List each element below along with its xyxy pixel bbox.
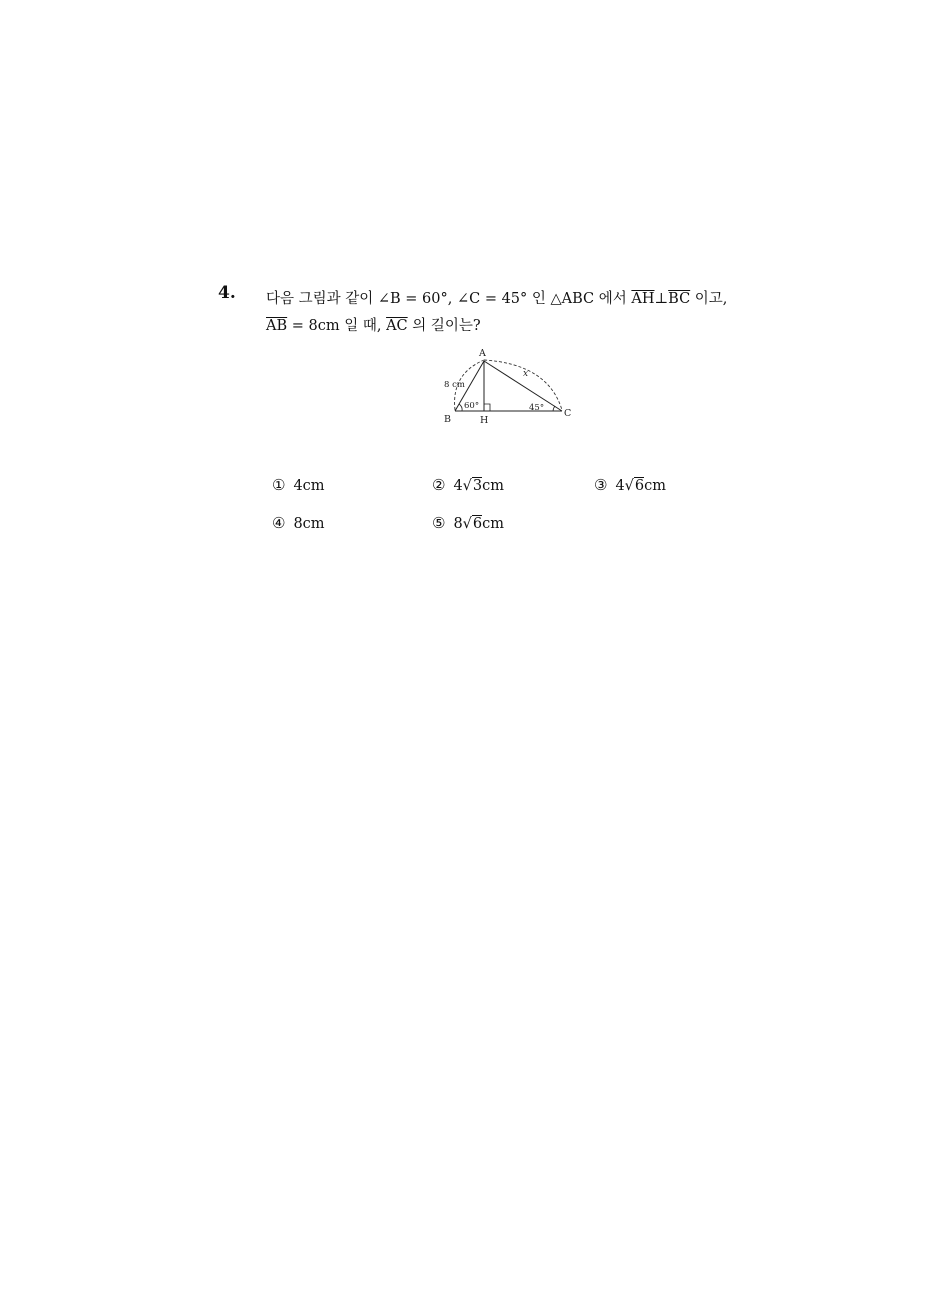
- choice-radicand: 6: [634, 478, 645, 494]
- angle-label-b: 60°: [464, 401, 480, 411]
- right-angle-mark: [484, 404, 490, 411]
- triangle-diagram: [438, 344, 578, 426]
- choice-value: 4√: [453, 478, 472, 494]
- question-ask: 의 길이는?: [407, 318, 481, 334]
- choice-unit: cm: [482, 478, 505, 494]
- choice-unit: cm: [644, 478, 667, 494]
- choice-4[interactable]: [272, 514, 325, 532]
- vertex-label-a: A: [479, 348, 486, 359]
- side-length-label: 8 cm: [444, 380, 465, 390]
- vertex-label-b: B: [444, 414, 451, 425]
- angle-arc-b: [459, 404, 462, 411]
- choice-mark: ⑤: [432, 514, 446, 532]
- question-text: 다음 그림과 같이 ∠B = 60°, ∠C = 45° 인 △ABC 에서: [266, 291, 632, 307]
- choice-mark: ②: [432, 476, 446, 494]
- segment-ac: $\overline{AC}$: [386, 318, 408, 334]
- choice-5[interactable]: [432, 514, 504, 532]
- vertex-label-c: C: [564, 408, 572, 419]
- question-line-1: [266, 287, 727, 308]
- arc-ac: [484, 360, 562, 410]
- choice-radicand: 6: [472, 516, 483, 532]
- choice-value: 4√: [615, 478, 634, 494]
- question-text-end: 이고,: [690, 291, 728, 307]
- question-line-2: [266, 314, 481, 335]
- question-condition: = 8cm 일 때,: [287, 318, 387, 334]
- question-number: 4.: [218, 283, 236, 303]
- unknown-label-x: x: [523, 369, 529, 379]
- foot-label-h: H: [480, 415, 489, 426]
- choice-mark: ①: [272, 476, 286, 494]
- perpendicular-symbol: ⊥: [654, 291, 669, 307]
- choice-mark: ④: [272, 514, 286, 532]
- choice-mark: ③: [594, 476, 608, 494]
- choice-value: 8√: [453, 516, 472, 532]
- choice-value: 8cm: [293, 516, 325, 532]
- segment-ah: $\overline{AH}$: [631, 291, 655, 307]
- segment-bc: $\overline{BC}$: [668, 291, 691, 307]
- choice-2[interactable]: [432, 476, 504, 494]
- choice-radicand: 3: [472, 478, 483, 494]
- choice-unit: cm: [482, 516, 505, 532]
- choice-1[interactable]: [272, 476, 325, 494]
- segment-ab: $\overline{AB}$: [266, 318, 288, 334]
- triangle-figure: [438, 344, 578, 430]
- choice-value: 4cm: [293, 478, 325, 494]
- angle-arc-c: [553, 406, 555, 411]
- angle-label-c: 45°: [529, 403, 545, 413]
- choice-3[interactable]: [594, 476, 666, 494]
